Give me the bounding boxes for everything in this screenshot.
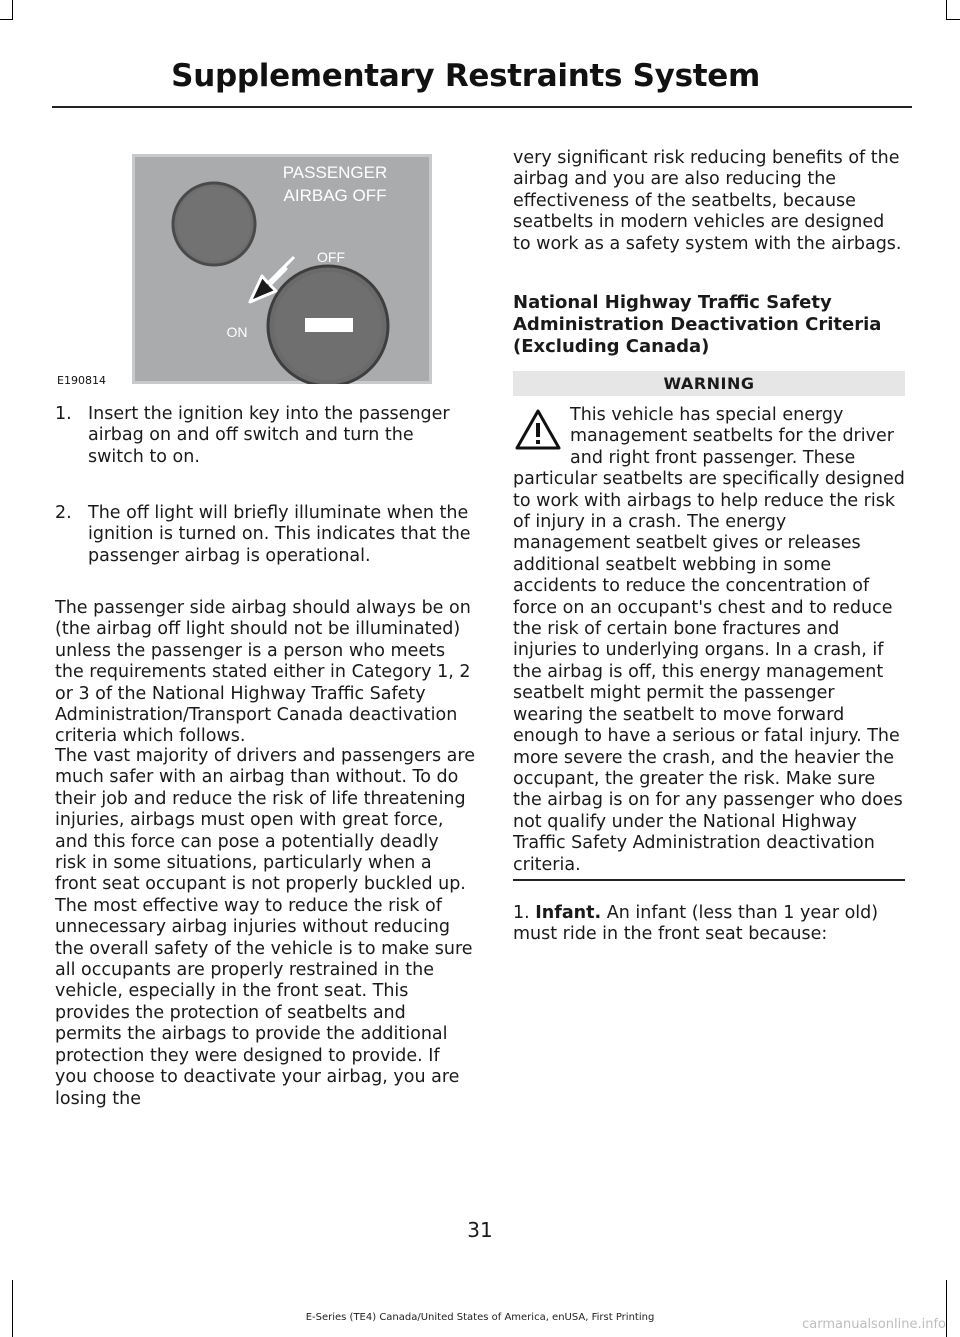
category-item: [513, 903, 907, 946]
crop-mark: [946, 0, 947, 19]
body-paragraph: The passenger side airbag should always be on (the airbag off light should not be illuminated) unless the passenger is a person who meets the requirements stated either in Category 1, 2 or 3 of the National Highway Traffic Safety Administration/Transport Canada deactivation criteria which follows.: [55, 598, 471, 747]
section-heading: National Highway Traffic Safety Administration Deactivation Criteria (Excluding Canada): [513, 292, 882, 357]
figure-id: E190814: [57, 374, 106, 387]
off-indicator-lamp-inner: [177, 187, 251, 261]
off-position-label: OFF: [317, 249, 345, 265]
footer-text: E-Series (TE4) Canada/United States of America, enUSA, First Printing: [305, 1312, 655, 1323]
step-text: Insert the ignition key into the passenger airbag on and off switch and turn the switch to on.: [88, 404, 450, 467]
header-rule: [52, 106, 912, 108]
list-item: [55, 404, 475, 468]
warning-text: This vehicle has special energy management seatbelts for the driver and right front passenger. These particular seatbelts are specifically designed to work with airbags to help reduce the risk of injury in a crash. The energy management seatbelt gives or releases additional seatbelt webbing in some accidents to reduce the concentration of force on an occupant's chest and to reduce the risk of certain bone fractures and injuries to underlying organs. In a crash, if the airbag is off, this energy management seatbelt might permit the passenger wearing the seatbelt to move forward enough to have a serious or fatal injury. The more severe the crash, and the heavier the occupant, the greater the risk. Make sure the airbag is on for any passenger who does not qualify under the National Highway Traffic Safety Administration deactivation criteria.: [513, 405, 905, 875]
crop-mark: [0, 19, 13, 20]
warning-banner: WARNING: [513, 371, 905, 396]
page-number: 31: [467, 1218, 493, 1242]
airbag-switch-figure: [132, 154, 432, 384]
figure-label-line2: AIRBAG OFF: [283, 186, 387, 205]
list-item: [55, 503, 475, 567]
crop-mark: [12, 0, 13, 19]
body-paragraph: very significant risk reducing benefits of the airbag and you are also reducing the effectiveness of the seatbelts, because seatbelts in modern vehicles are designed to work as a safety system with the airbags.: [513, 148, 902, 254]
step-text: The off light will briefly illuminate when the ignition is turned on. This indicates that the passenger airbag is operational.: [88, 503, 471, 566]
step-number: 2.: [55, 503, 72, 523]
category-text: An infant (less than 1 year old) must ride in the front seat because:: [513, 903, 879, 945]
warning-text-block: [513, 405, 907, 876]
body-paragraph: The vast majority of drivers and passengers are much safer with an airbag than without. To do their job and reduce the risk of life threatening injuries, airbags must open with great force, and this force can pose a potentially deadly risk in some situations, particularly when a front seat occupant is not properly buckled up. The most effective way to reduce the risk of unnecessary airbag injuries without reducing the overall safety of the vehicle is to make sure all occupants are properly restrained in the vehicle, especially in the front seat. This provides the protection of seatbelts and permits the airbags to provide the additional protection they were designed to provide. If you choose to deactivate your airbag, you are losing the: [55, 746, 475, 1109]
crop-mark: [946, 19, 960, 20]
figure-label-line1: PASSENGER: [282, 163, 388, 182]
airbag-switch-illustration: [132, 154, 432, 384]
category-number: 1.: [513, 903, 530, 923]
on-position-label: ON: [226, 324, 248, 340]
crop-mark: [12, 1280, 13, 1337]
warning-icon-spacer: [513, 405, 570, 459]
crop-mark: [946, 1280, 947, 1337]
page-title: Supplementary Restraints System: [171, 58, 760, 94]
key-slot: [305, 318, 353, 332]
category-label: Infant.: [535, 903, 602, 923]
step-number: 1.: [55, 404, 72, 424]
warning-rule: [513, 879, 905, 881]
watermark: carmanualsonline.info: [802, 1317, 946, 1332]
